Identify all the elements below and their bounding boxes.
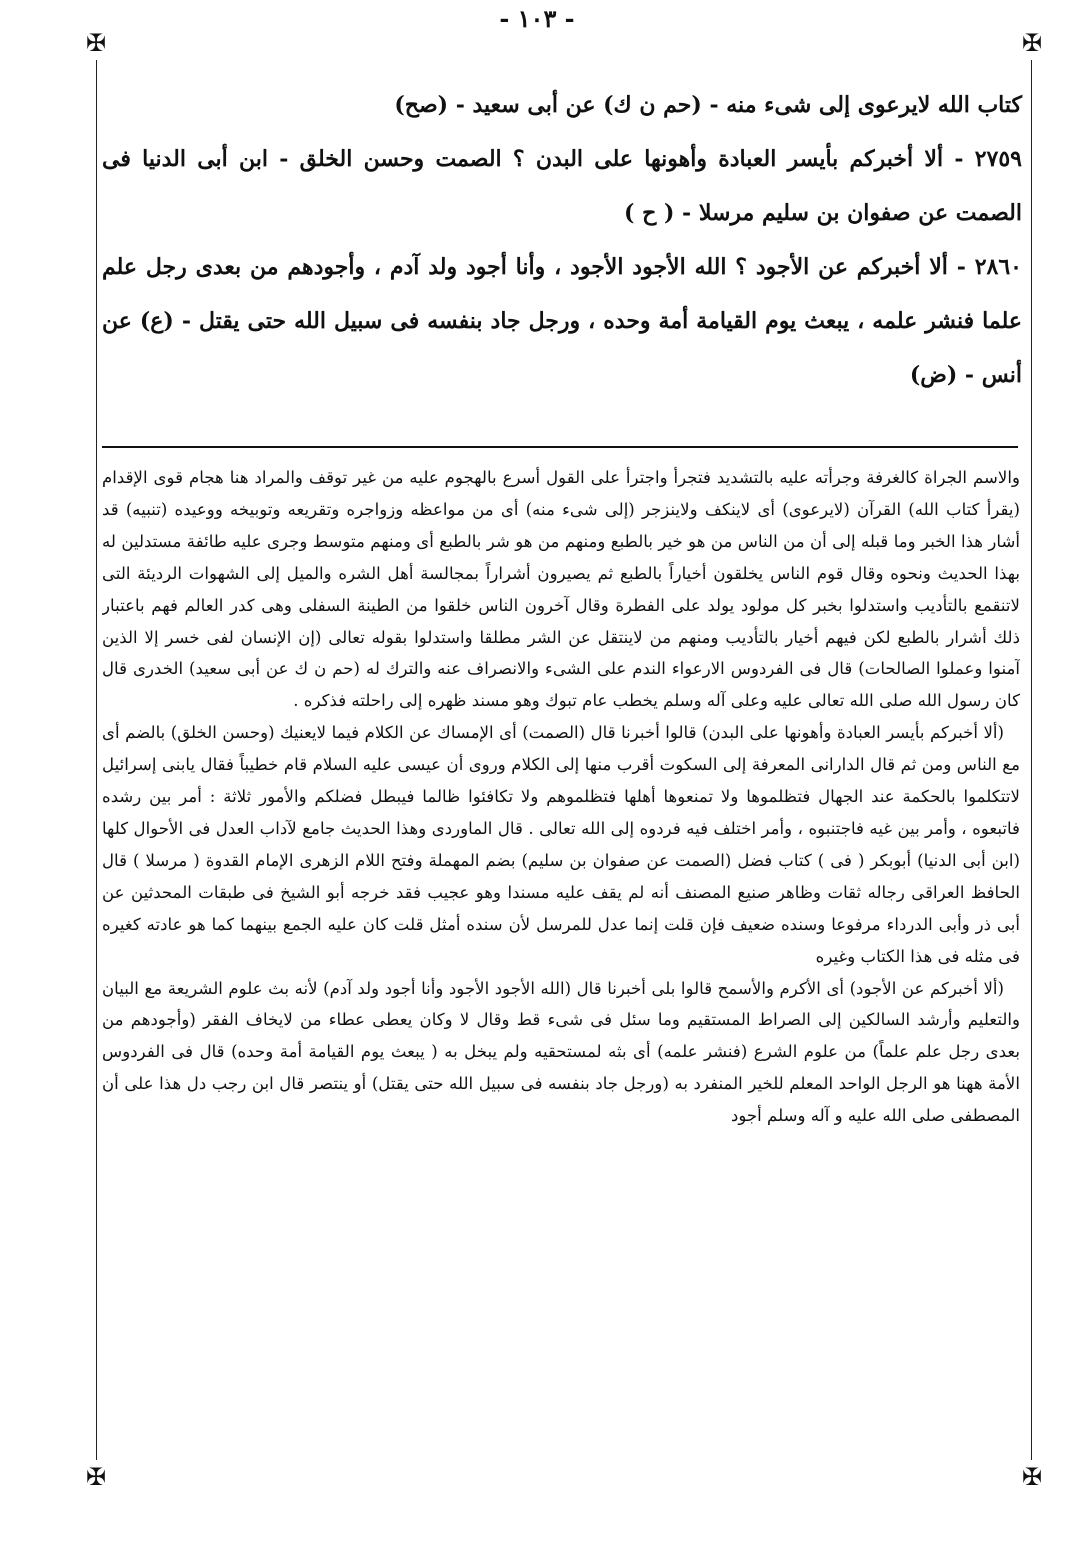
section-divider [102, 446, 1018, 448]
left-border-line [96, 60, 97, 1460]
hadith-2860: ٢٨٦٠ - ألا أخبركم عن الأجود ؟ الله الأجود الأجود ، وأنا أجود ولد آدم ، وأجودهم من بعدى رجل علم علما فنشر علمه ، يبعث يوم القيامة أمة وحده ، ورجل جاد بنفسه فى سبيل الله حتى يقتل - (ع) عن أنس - (ض) [102, 254, 1022, 388]
hadith-continuation: كتاب الله لايرعوى إلى شىء منه - (حم ن ك) عن أبى سعيد - (صح) [394, 92, 1022, 118]
hadith-2759: ٢٧٥٩ - ألا أخبركم بأيسر العبادة وأهونها على البدن ؟ الصمت وحسن الخلق - ابن أبى الدنيا فى الصمت عن صفوان بن سليم مرسلا - ( ح ) [102, 146, 1022, 226]
commentary-paragraph: (ألا أخبركم بأيسر العبادة وأهونها على البدن) قالوا أخبرنا قال (الصمت) أى الإمساك عن الكلام فيما لايعنيك (وحسن الخلق) بالضم أى مع الناس ومن ثم قال الدارانى المعرفة إلى السكوت أقرب منها إلى الكلام وروى أن عيسى عليه السلام قام خطيباً فقال يابنى إسرائيل لاتتكلموا بالحكمة عند الجهال فتظلموها ولا تمنعوها أهلها فتظلموهم ولا تكافئوا ظالما فيبطل فضلكم والأمور ثلاثة : أمر بين رشده فاتبعوه ، وأمر بين غيه فاجتنبوه ، وأمر اختلف فيه فردوه إلى الله تعالى . قال الماوردى وهذا الحديث جامع لآداب العدل فى الأحوال كلها (ابن أبى الدنيا) أبوبكر ( فى ) كتاب فضل (الصمت عن صفوان بن سليم) بضم المهملة وفتح اللام الزهرى الإمام القدوة ( مرسلا ) قال الحافظ العراقى رجاله ثقات وظاهر صنيع المصنف أنه لم يقف عليه مسندا وهو عجيب فقد خرجه أبو الشيخ فى طبقات المحدثين عن أبى ذر وأبى الدرداء مرفوعا وسنده ضعيف فإن قلت إنما عدل للمرسل لأن سنده أمثل قلت كان عليه الجمع بينهما كما هو عادته كغيره فى مثله فى هذا الكتاب وغيره [102, 723, 1020, 966]
commentary-paragraph: والاسم الجراة كالغرفة وجرأته عليه بالتشديد فتجرأ واجترأ على القول أسرع بالهجوم عليه من غير توقف والمراد هنا هجام قوى الإقدام (يقرأ كتاب الله) القرآن (لايرعوى) أى لاينكف ولاينزجر (إلى شىء منه) أى من مواعظه وزواجره وتقريعه وتوبيخه ووعيده (تنبيه) قد أشار هذا الخبر وما قبله إلى أن من الناس من هو خير بالطبع ومنهم من هو شر بالطبع أى ومنهم متوسط وجرى عليه طائفة مستدلين له بهذا الحديث ونحوه وقال قوم الناس يخلقون أخياراً بالطبع ثم يصيرون أشراراً بمجالسة أهل الشره والميل إلى الشهوات الرديئة التى لاتنقمع بالتأديب واستدلوا بخبر كل مولود يولد على الفطرة وقال آخرون الناس خلقوا من الطينة السفلى وهى كدر العالم فهم باعتبار ذلك أشرار بالطبع لكن فيهم أخيار بالتأديب ومنهم من لاينتقل عن الشر مطلقا واستدلوا بقوله تعالى (إن الإنسان لفى خسر إلا الذين آمنوا وعملوا الصالحات) قال فى الفردوس الارعواء الندم على الشىء والانصراف عنه والترك له (حم ن ك عن أبى سعيد) الخدرى قال كان رسول الله صلى الله تعالى عليه وعلى آله وسلم يخطب عام تبوك وهو مسند ظهره إلى راحلته فذكره . [102, 468, 1020, 711]
right-border-line [1031, 60, 1032, 1460]
page-number: - ١٠٣ - [499, 4, 575, 33]
corner-ornament-icon: ✠ [85, 29, 107, 57]
corner-ornament-icon: ✠ [1021, 1463, 1043, 1491]
corner-ornament-icon: ✠ [1021, 29, 1043, 57]
corner-ornament-icon: ✠ [85, 1463, 107, 1491]
hadith-text [102, 78, 1022, 402]
commentary-text [102, 462, 1020, 1462]
commentary-paragraph: (ألا أخبركم عن الأجود) أى الأكرم والأسمح قالوا بلى أخبرنا قال (الله الأجود الأجود وأنا أجود ولد آدم) لأنه بث علوم الشريعة مع البيان والتعليم وأرشد السالكين إلى الصراط المستقيم وما سئل فى شىء قط وقال لا وكان يعطى عطاء من لايخاف الفقر (وأجودهم من بعدى رجل علم علماً) من علوم الشرع (فنشر علمه) أى بثه لمستحقيه ولم يبخل به ( يبعث يوم القيامة أمة وحده) قال فى الفردوس الأمة ههنا هو الرجل الواحد المعلم للخير المنفرد به (ورجل جاد بنفسه فى سبيل الله حتى يقتل) أو ينتصر قال ابن رجب دل هذا على أن المصطفى صلى الله عليه و آله وسلم أجود [102, 978, 1020, 1126]
